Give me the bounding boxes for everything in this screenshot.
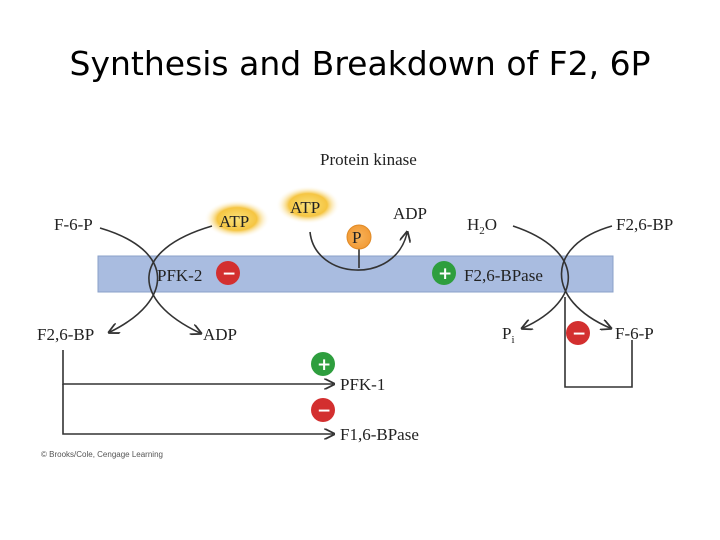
adp-top-label: ADP: [393, 204, 428, 223]
h2o-label: $H_2O$: [467, 215, 498, 237]
pfk2-label: PFK-2: [157, 266, 203, 285]
credit-text: © Brooks/Cole, Cengage Learning: [41, 450, 163, 459]
slide-title: Synthesis and Breakdown of F2, 6P: [69, 44, 651, 83]
pfk1-activate-sign: +: [317, 355, 332, 375]
f6p-right-label: F-6-P: [615, 324, 654, 343]
pfk1-label: PFK-1: [340, 375, 386, 394]
f6p-left-label: F-6-P: [54, 215, 93, 234]
bpase-activate-sign: +: [438, 264, 453, 284]
atp-center-label: ATP: [290, 198, 321, 217]
atp-left-label: ATP: [219, 212, 250, 231]
f16bpase-inhibit-sign: −: [317, 401, 332, 421]
f16bpase-regulation-line: [63, 384, 333, 434]
f26bp-right-label: F2,6-BP: [616, 215, 674, 234]
protein-kinase-label: Protein kinase: [320, 150, 417, 169]
f26bpase-label: F2,6-BPase: [464, 266, 543, 285]
f26bp-left-label: F2,6-BP: [37, 325, 95, 344]
phosphate-label: P: [352, 228, 362, 247]
pfk2-inhibit-sign: −: [222, 264, 237, 284]
f6p-inhibit-sign: −: [572, 324, 587, 344]
pi-label: $P_i$: [502, 324, 515, 346]
adp-bottom-label: ADP: [203, 325, 238, 344]
pfk1-regulation-line: [63, 350, 333, 384]
f16bpase-label: F1,6-BPase: [340, 425, 419, 444]
